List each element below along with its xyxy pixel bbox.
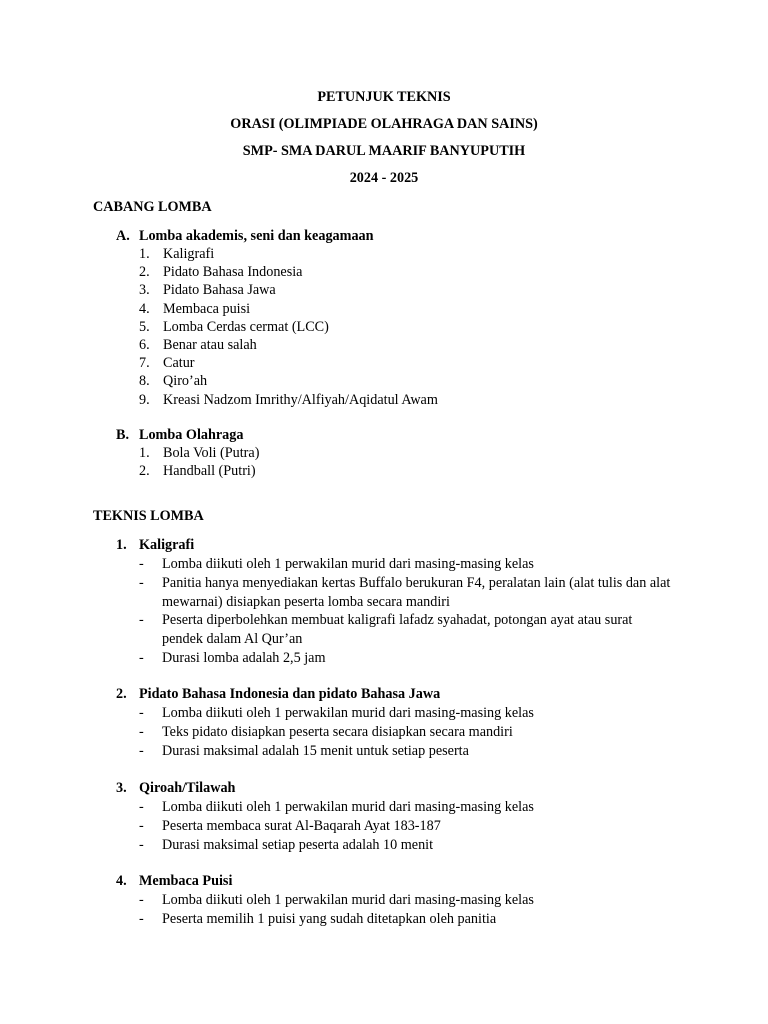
teknis-point xyxy=(116,574,676,612)
dash-bullet: - xyxy=(139,817,144,834)
dash-bullet: - xyxy=(139,742,144,759)
group-a-list xyxy=(116,245,716,409)
list-item-number: 1. xyxy=(139,246,150,262)
dash-bullet: - xyxy=(139,892,144,908)
list-item-number: 2. xyxy=(139,463,150,480)
teknis-item xyxy=(116,779,676,854)
list-item xyxy=(116,336,716,354)
teknis-item-title xyxy=(116,779,676,797)
section-title-cabang: CABANG LOMBA xyxy=(93,199,212,215)
section-title-teknis: TEKNIS LOMBA xyxy=(93,508,204,524)
list-item xyxy=(116,318,716,336)
list-item xyxy=(116,462,716,480)
teknis-item-title xyxy=(116,536,676,554)
group-b xyxy=(116,426,716,480)
list-item-number: 9. xyxy=(139,391,150,408)
dash-bullet: - xyxy=(139,723,144,740)
group-a-label: A. xyxy=(116,228,130,244)
teknis-point-text: Durasi lomba adalah 2,5 jam xyxy=(162,649,326,666)
teknis-point xyxy=(116,723,676,742)
dash-bullet: - xyxy=(139,612,144,629)
teknis-item-title-text: Pidato Bahasa Indonesia dan pidato Bahasa Jawa xyxy=(139,686,441,702)
list-item xyxy=(116,444,716,462)
group-b-title xyxy=(116,426,716,444)
list-item xyxy=(116,372,716,390)
list-item xyxy=(116,281,716,299)
teknis-point-text: Durasi maksimal setiap peserta adalah 10 menit xyxy=(162,836,434,853)
list-item xyxy=(116,245,716,263)
teknis-point-text: Lomba diikuti oleh 1 perwakilan murid dari masing-masing kelas xyxy=(162,892,534,908)
teknis-item-number: 1. xyxy=(116,537,127,553)
teknis-item-number: 3. xyxy=(116,780,127,796)
group-a-title-text: Lomba akademis, seni dan keagamaan xyxy=(139,228,374,244)
list-item-text: Handball (Putri) xyxy=(163,463,256,480)
list-item-text: Pidato Bahasa Jawa xyxy=(163,282,276,299)
teknis-item-title-text: Qiroah/Tilawah xyxy=(139,780,236,796)
teknis-point-text: Lomba diikuti oleh 1 perwakilan murid dari masing-masing kelas xyxy=(162,705,534,721)
teknis-point-text: Teks pidato disiapkan peserta secara disiapkan secara mandiri xyxy=(162,723,513,740)
list-item-text: Pidato Bahasa Indonesia xyxy=(163,264,303,281)
teknis-point-text: Lomba diikuti oleh 1 perwakilan murid dari masing-masing kelas xyxy=(162,799,534,815)
list-item-text: Bola Voli (Putra) xyxy=(163,445,260,461)
teknis-point xyxy=(116,817,676,836)
teknis-point xyxy=(116,836,676,855)
teknis-item-points xyxy=(116,704,676,760)
teknis-item-points xyxy=(116,555,676,668)
header-event: ORASI (OLIMPIADE OLAHRAGA DAN SAINS) xyxy=(230,116,538,132)
list-item xyxy=(116,263,716,281)
teknis-item-title-text: Kaligrafi xyxy=(139,537,195,553)
list-item-text: Lomba Cerdas cermat (LCC) xyxy=(163,318,329,335)
teknis-item-number: 4. xyxy=(116,873,127,889)
dash-bullet: - xyxy=(139,910,144,927)
teknis-point xyxy=(116,891,676,910)
list-item-text: Membaca puisi xyxy=(163,300,251,317)
teknis-point-text: Lomba diikuti oleh 1 perwakilan murid dari masing-masing kelas xyxy=(162,556,534,572)
group-a-title xyxy=(116,227,716,245)
list-item-number: 7. xyxy=(139,355,150,372)
group-b-label: B. xyxy=(116,427,130,443)
teknis-point xyxy=(116,910,676,929)
teknis-item-points xyxy=(116,798,676,854)
list-item-text: Kaligrafi xyxy=(163,246,215,262)
teknis-point-text: Peserta memilih 1 puisi yang sudah ditetapkan oleh panitia xyxy=(162,910,497,927)
list-item-number: 4. xyxy=(139,300,150,317)
teknis-point xyxy=(116,798,676,817)
list-item-text: Benar atau salah xyxy=(163,337,257,354)
teknis-item xyxy=(116,685,676,760)
list-item-number: 5. xyxy=(139,318,150,335)
document-header xyxy=(0,88,768,196)
list-item-number: 8. xyxy=(139,373,150,390)
teknis-point-text: Panitia hanya menyediakan kertas Buffalo berukuran F4, peralatan lain (alat tulis dan alat mewarnai) disiapkan peserta lomba secara mandiri xyxy=(162,574,671,610)
teknis-item-title xyxy=(116,872,676,890)
header-year: 2024 - 2025 xyxy=(349,170,419,186)
list-item-number: 3. xyxy=(139,282,150,299)
list-item-number: 1. xyxy=(139,445,150,461)
group-b-title-text: Lomba Olahraga xyxy=(139,427,244,443)
teknis-point-text: Peserta diperbolehkan membuat kaligrafi lafadz syahadat, potongan ayat atau surat pendek dalam Al Qur’an xyxy=(162,612,633,648)
dash-bullet: - xyxy=(139,649,144,666)
list-item xyxy=(116,391,716,409)
list-item-text: Kreasi Nadzom Imrithy/Alfiyah/Aqidatul Awam xyxy=(163,391,438,408)
teknis-point-text: Durasi maksimal adalah 15 menit untuk setiap peserta xyxy=(162,742,469,759)
teknis-point-text: Peserta membaca surat Al-Baqarah Ayat 183-187 xyxy=(162,817,441,834)
list-item xyxy=(116,354,716,372)
teknis-item-title xyxy=(116,685,676,703)
list-item xyxy=(116,300,716,318)
teknis-point xyxy=(116,555,676,574)
teknis-item-number: 2. xyxy=(116,686,127,702)
dash-bullet: - xyxy=(139,705,144,721)
group-b-list xyxy=(116,444,716,480)
teknis-point xyxy=(116,611,676,649)
header-school: SMP- SMA DARUL MAARIF BANYUPUTIH xyxy=(242,143,526,159)
group-a xyxy=(116,227,716,409)
list-item-number: 2. xyxy=(139,264,150,281)
list-item-text: Catur xyxy=(163,355,195,372)
teknis-item xyxy=(116,536,676,668)
dash-bullet: - xyxy=(139,574,144,591)
dash-bullet: - xyxy=(139,556,144,572)
teknis-point xyxy=(116,742,676,761)
teknis-item xyxy=(116,872,676,929)
header-title: PETUNJUK TEKNIS xyxy=(317,89,451,105)
teknis-point xyxy=(116,649,676,668)
list-item-text: Qiro’ah xyxy=(163,373,208,390)
teknis-item-points xyxy=(116,891,676,929)
list-item-number: 6. xyxy=(139,337,150,354)
teknis-point xyxy=(116,704,676,723)
teknis-item-title-text: Membaca Puisi xyxy=(139,873,233,889)
dash-bullet: - xyxy=(139,799,144,815)
dash-bullet: - xyxy=(139,836,144,853)
